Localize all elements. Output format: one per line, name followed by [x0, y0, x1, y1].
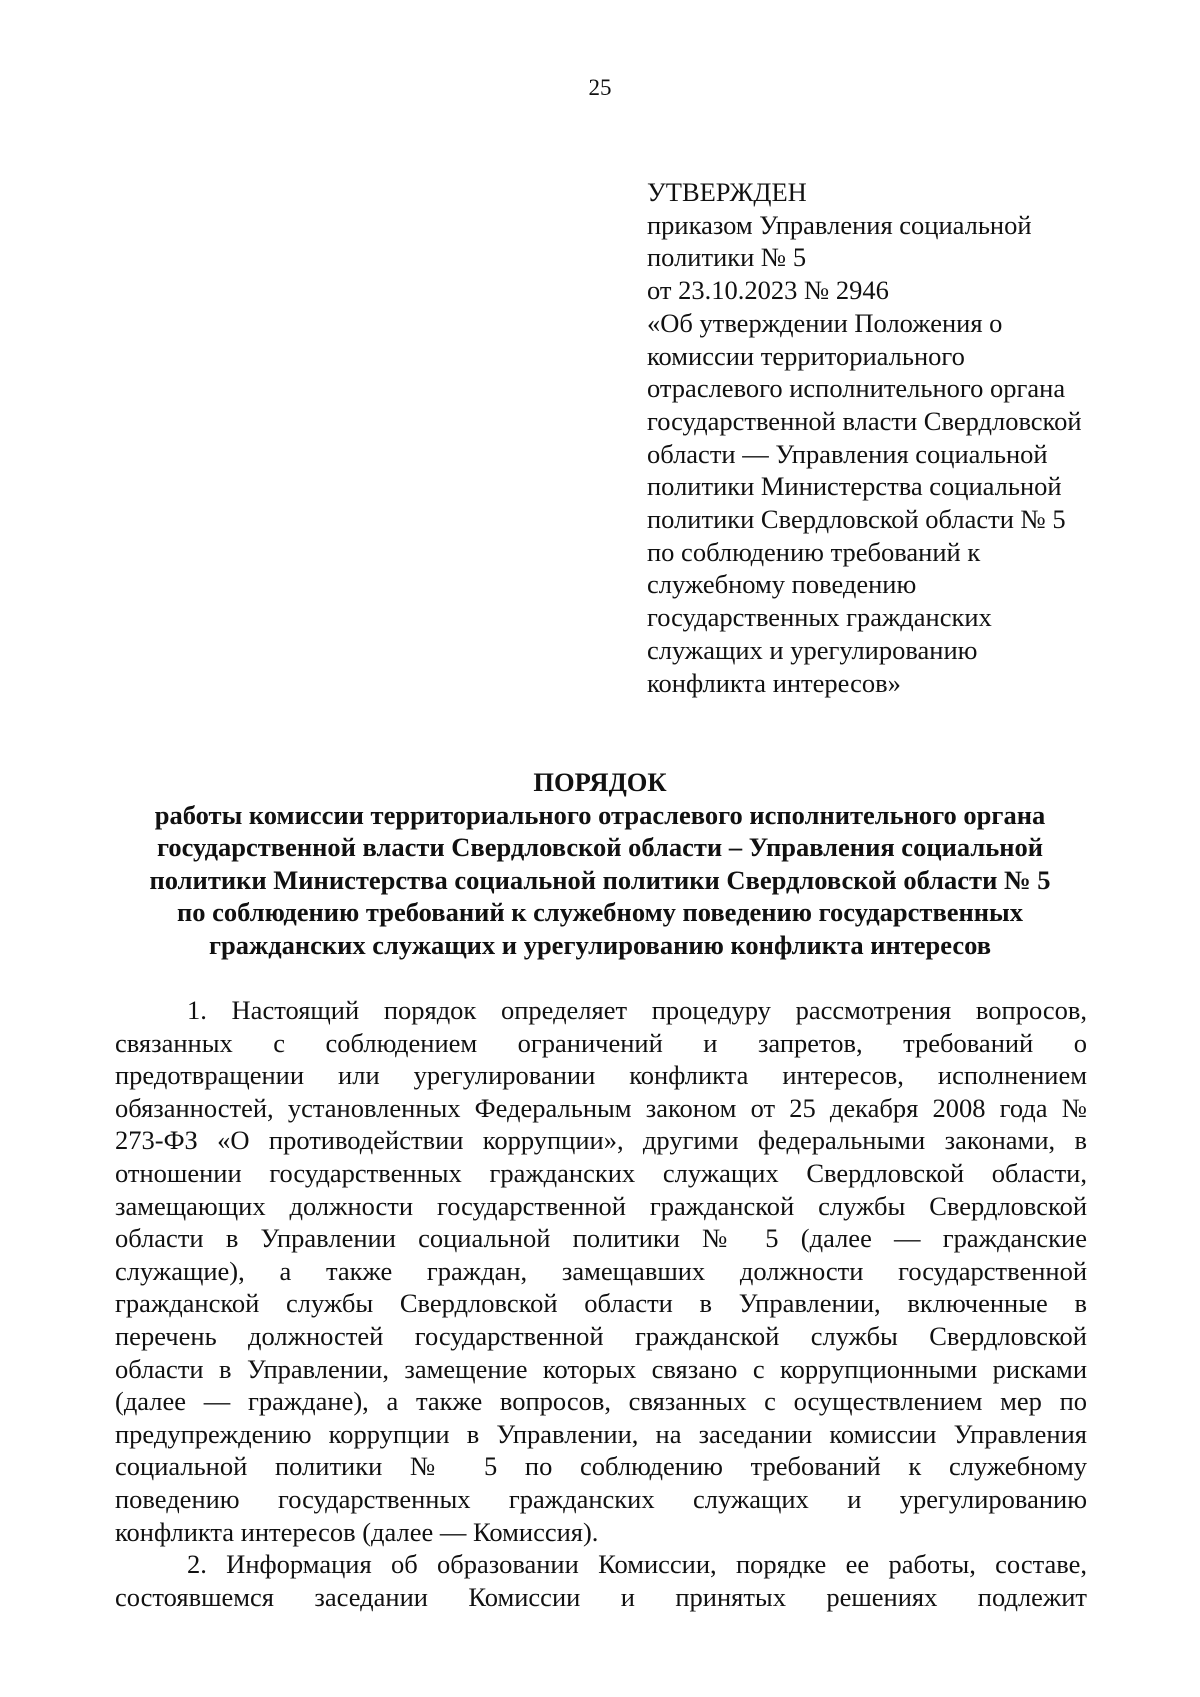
- heading-subtitle-line: работы комиссии территориального отраслевого исполнительного органа: [154, 799, 1046, 830]
- paragraph-1-line: 273-ФЗ «О противодействии коррупции», другими федеральными законами, в: [115, 1125, 1087, 1156]
- paragraph-1-line: области в Управлении, замещение которых связано с коррупционными рисками: [115, 1353, 1087, 1384]
- approval-stamp-block: [647, 176, 1167, 699]
- heading-title: ПОРЯДОК: [533, 767, 667, 797]
- paragraph-1-line: обязанностей, установленных Федеральным законом от 25 декабря 2008 года №: [115, 1092, 1087, 1123]
- paragraph-1-line: гражданской службы Свердловской области в Управлении, включенные в: [115, 1288, 1087, 1319]
- document-heading: [110, 766, 1090, 961]
- paragraph-1-line: поведению государственных гражданских служащих и урегулированию: [115, 1483, 1087, 1514]
- approval-line: государственных гражданских: [647, 602, 992, 633]
- approval-line: по соблюдению требований к: [647, 536, 981, 567]
- paragraph-1-line: социальной политики № 5 по соблюдению требований к служебному: [115, 1451, 1087, 1482]
- paragraph-1-line: перечень должностей государственной гражданской службы Свердловской: [115, 1320, 1087, 1351]
- approval-line: политики Свердловской области № 5: [647, 504, 1066, 535]
- paragraph-1-line: замещающих должности государственной гражданской службы Свердловской: [115, 1190, 1087, 1221]
- approval-line: приказом Управления социальной: [647, 209, 1032, 240]
- approval-line: области — Управления социальной: [647, 438, 1048, 469]
- paragraph-1-line: конфликта интересов (далее — Комиссия).: [115, 1516, 599, 1547]
- paragraph-1-line: служащие), а также граждан, замещавших должности государственной: [115, 1255, 1087, 1286]
- paragraph-1-line: отношении государственных гражданских служащих Свердловской области,: [115, 1157, 1087, 1188]
- heading-subtitle-line: по соблюдению требований к служебному поведению государственных: [177, 897, 1023, 927]
- approval-line: «Об утверждении Положения о: [647, 307, 1003, 338]
- approval-line: от 23.10.2023 № 2946: [647, 275, 889, 306]
- approval-line: политики № 5: [647, 242, 807, 273]
- paragraph-1-line: предотвращении или урегулировании конфликта интересов, исполнением: [115, 1060, 1087, 1091]
- approval-line: служащих и урегулированию: [647, 634, 978, 665]
- approval-line: политики Министерства социальной: [647, 471, 1062, 502]
- paragraph-1-line: (далее — граждане), а также вопросов, связанных с осуществлением мер по: [115, 1386, 1087, 1417]
- body-text: [115, 994, 1087, 1613]
- approval-line: государственной власти Свердловской: [647, 405, 1082, 436]
- paragraph-1-line: предупреждению коррупции в Управлении, на заседании комиссии Управления: [115, 1418, 1087, 1449]
- approval-line: конфликта интересов»: [647, 667, 901, 698]
- approval-title: УТВЕРЖДЕН: [647, 177, 807, 207]
- heading-subtitle-line: гражданских служащих и урегулированию конфликта интересов: [208, 929, 992, 960]
- paragraph-1-line: связанных с соблюдением ограничений и запретов, требований о: [115, 1027, 1087, 1058]
- approval-line: отраслевого исполнительного органа: [647, 373, 1066, 404]
- heading-subtitle-line: политики Министерства социальной политики Свердловской области № 5: [149, 864, 1051, 895]
- paragraph-1-line: области в Управлении социальной политики № 5 (далее — гражданские: [115, 1223, 1087, 1254]
- page-number: 25: [588, 75, 612, 100]
- approval-line: комиссии территориального: [647, 340, 965, 371]
- paragraph-2-line: 2. Информация об образовании Комиссии, порядке ее работы, составе,: [187, 1549, 1087, 1580]
- paragraph-2-line: состоявшемся заседании Комиссии и принятых решениях подлежит: [115, 1581, 1087, 1612]
- heading-subtitle-line: государственной власти Свердловской области – Управления социальной: [156, 832, 1044, 862]
- approval-line: служебному поведению: [647, 569, 917, 600]
- paragraph-1-line: 1. Настоящий порядок определяет процедуру рассмотрения вопросов,: [187, 995, 1087, 1025]
